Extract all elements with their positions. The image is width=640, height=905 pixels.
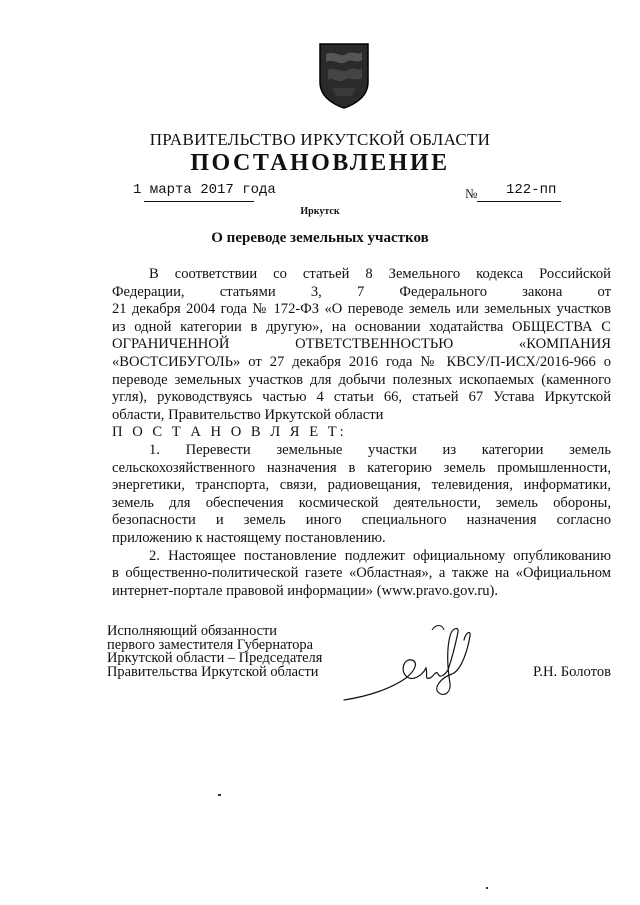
number-sign: № [465,186,478,201]
body-line: 21 декабря 2004 года № 172-ФЗ «О переводе земель или земельных участков [112,301,611,318]
position-line: Правительства Иркутской области [107,663,319,680]
body-line: земель для обеспечения космической деятельности, земель обороны, [112,494,611,511]
date-underline [144,201,254,202]
body-line: ОГРАНИЧЕННОЙ ОТВЕТСТВЕННОСТЬЮ «КОМПАНИЯ [112,336,611,353]
government-name: ПРАВИТЕЛЬСТВО ИРКУТСКОЙ ОБЛАСТИ [149,130,491,149]
body-line: области, Правительство Иркутской области [112,406,384,423]
position-line: Исполняющий обязанности [107,623,278,639]
number-underline [477,201,561,202]
scan-speck [218,794,221,796]
document-city: Иркутск [300,206,340,217]
handwritten-signature [340,618,500,708]
body-line: интернет-портале правовой информации» (www.pravo.gov.ru). [112,582,499,599]
document-title: ПОСТАНОВЛЕНИЕ [190,150,450,176]
body-line: «ВОСТСИБУГОЛЬ» от 27 декабря 2016 года № КВСУ/П-ИСХ/2016-966 о [112,353,611,370]
body-line: 2. Настоящее постановление подлежит официальному опубликованию [149,547,611,564]
body-line: переводе земельных участков для добычи полезных ископаемых (каменного [112,371,611,388]
body-line: Федерации, статьями 3, 7 Федерального закона от [112,283,611,300]
signatory-position [107,625,322,679]
scan-speck [486,887,488,889]
document-body [112,266,611,600]
document-subject: О переводе земельных участков [211,230,429,246]
body-line: 1. Перевести земельные участки из категории земель [149,441,611,458]
body-line: сельскохозяйственного назначения в категорию земель промышленности, [112,459,611,476]
coat-of-arms-emblem [316,40,372,110]
document-date: 1 марта 2017 года [133,182,276,198]
resolve-heading: П О С Т А Н О В Л Я Е Т: [112,424,347,441]
position-line: первого заместителя Губернатора [107,636,313,653]
body-line: приложению к настоящему постановлению. [112,529,386,546]
signatory-name: Р.Н. Болотов [533,664,612,680]
document-number: 122-пп [506,182,557,198]
body-line: в общественно-политической газете «Областная», а также на «Официальном [112,565,611,582]
body-line: угля), руководствуясь частью 4 статьи 66, статьей 67 Устава Иркутской [112,389,611,406]
position-line: Иркутской области – Председателя [107,650,323,666]
body-line: из одной категории в другую», на основании ходатайства ОБЩЕСТВА С [112,318,611,335]
body-line: безопасности и земель иного специального назначения согласно [112,512,611,529]
body-line: В соответствии со статьей 8 Земельного кодекса Российской [149,266,611,282]
body-line: энергетики, транспорта, связи, радиовещания, телевидения, информатики, [112,477,611,494]
